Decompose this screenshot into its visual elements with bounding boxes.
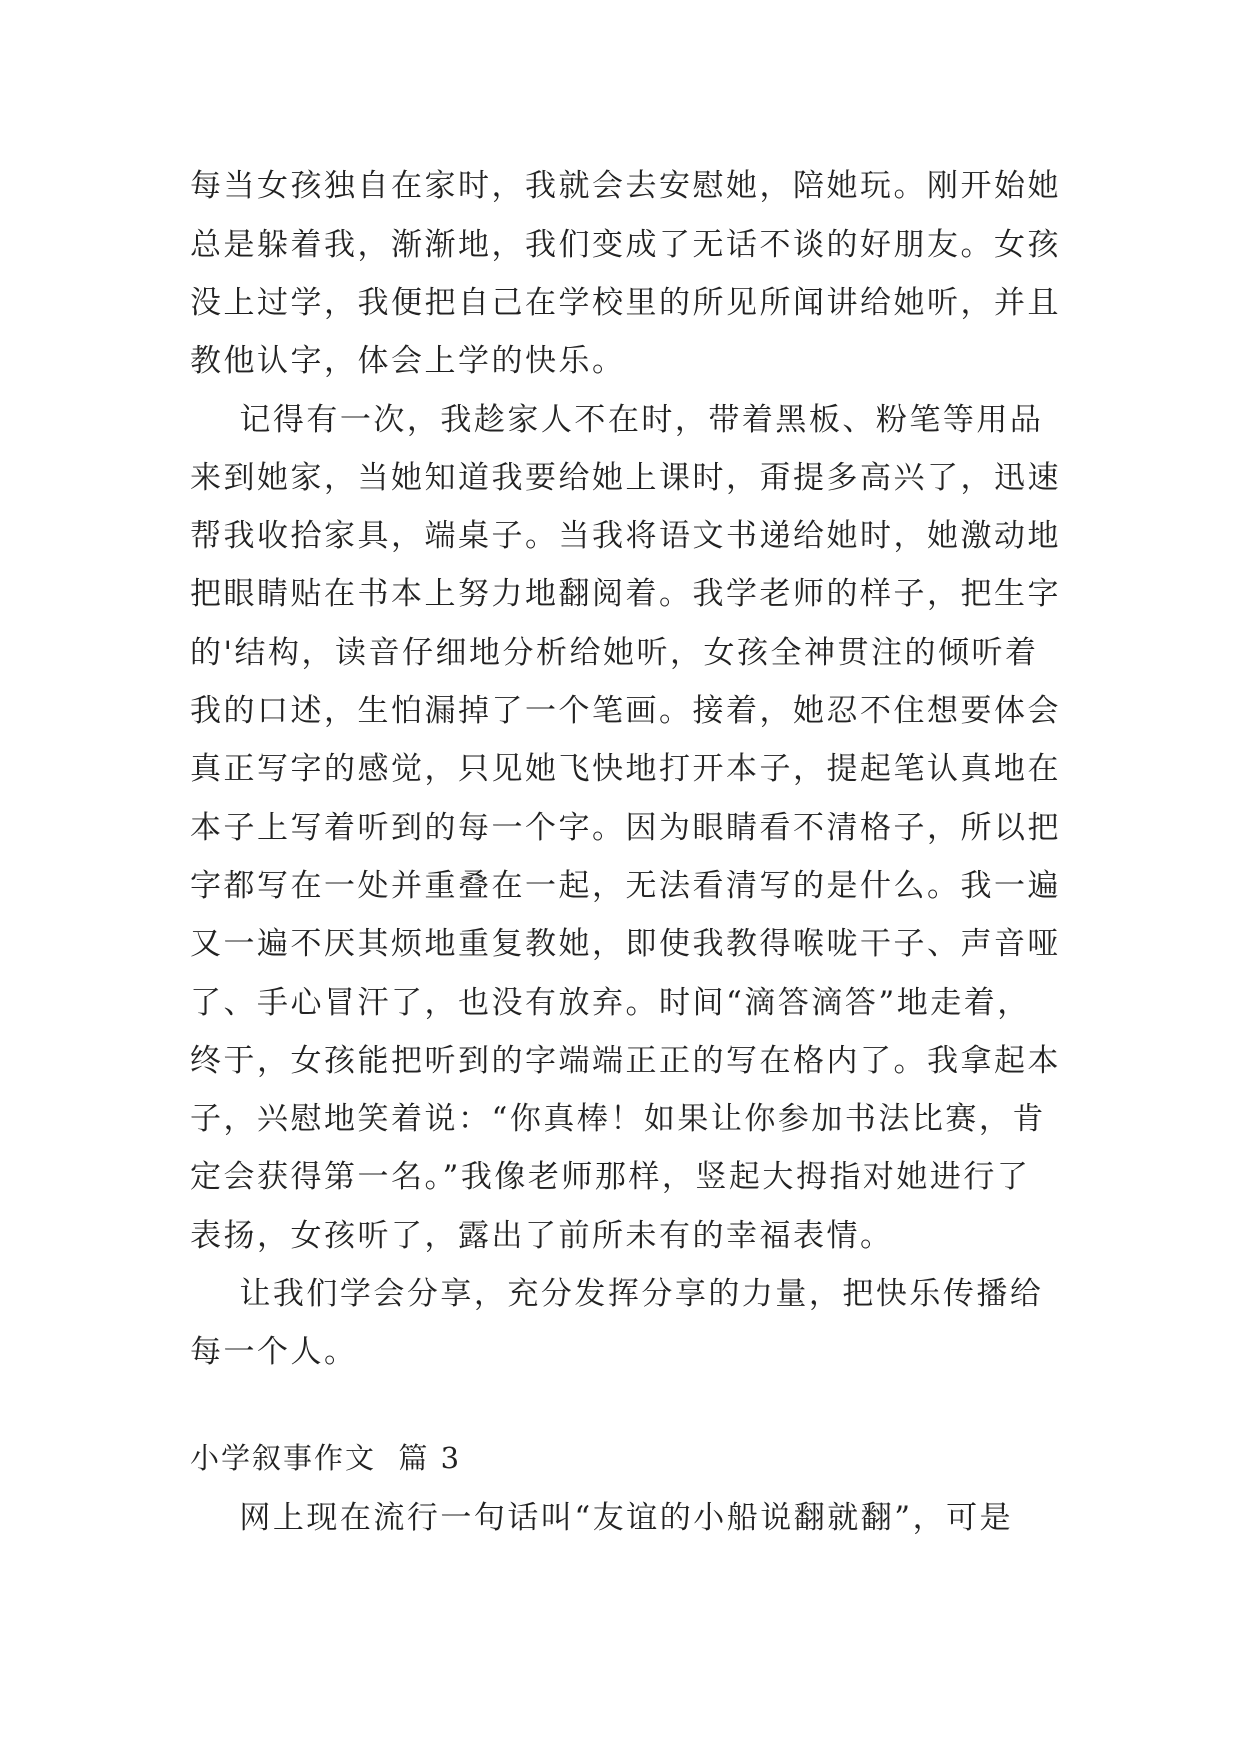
paragraph-2-line-10: 又一遍不厌其烦地重复教她，即使我教得喉咙干子、声音哑 [190,926,1061,962]
paragraph-2-line-4: 把眼睛贴在书本上努力地翻阅着。我学老师的样子，把生字 [190,576,1061,612]
paragraph-3-line-2: 每一个人。 [190,1334,358,1370]
paragraph-1-line-3: 没上过学，我便把自己在学校里的所见所闻讲给她听，并且 [190,285,1061,321]
paragraph-2-line-6: 我的口述，生怕漏掉了一个笔画。接着，她忍不住想要体会 [190,693,1061,729]
paragraph-3-line-1: 让我们学会分享，充分发挥分享的力量，把快乐传播给 [190,1276,1044,1312]
paragraph-1-line-1: 每当女孩独自在家时，我就会去安慰她，陪她玩。刚开始她 [190,168,1061,204]
paragraph-2-line-14: 定会获得第一名。”我像老师那样，竖起大拇指对她进行了 [190,1159,1031,1195]
paragraph-2-line-7: 真正写字的感觉，只见她飞快地打开本子，提起笔认真地在 [190,751,1061,787]
paragraph-2-line-1: 记得有一次，我趁家人不在时，带着黑板、粉笔等用品 [190,402,1044,438]
paragraph-2-line-9: 字都写在一处并重叠在一起，无法看清写的是什么。我一遍 [190,868,1061,904]
section-heading: 小学叙事作文 篇 3 [190,1441,462,1475]
paragraph-2-line-5: 的'结构，读音仔细地分析给她听，女孩全神贯注的倾听着 [190,635,1039,671]
paragraph-2-line-8: 本子上写着听到的每一个字。因为眼睛看不清格子，所以把 [190,810,1061,846]
paragraph-2-line-13: 子，兴慰地笑着说：“你真棒！如果让你参加书法比赛，肯 [190,1101,1046,1137]
paragraph-1-line-2: 总是躲着我，渐渐地，我们变成了无话不谈的好朋友。女孩 [190,227,1061,263]
paragraph-2-line-12: 终于，女孩能把听到的字端端正正的写在格内了。我拿起本 [190,1043,1061,1079]
final-paragraph-line-1: 网上现在流行一句话叫“友谊的小船说翻就翻”，可是 [190,1500,1014,1536]
paragraph-2-line-2: 来到她家，当她知道我要给她上课时，甭提多高兴了，迅速 [190,460,1061,496]
paragraph-2-line-3: 帮我收拾家具，端桌子。当我将语文书递给她时，她激动地 [190,518,1061,554]
paragraph-2-line-15: 表扬，女孩听了，露出了前所未有的幸福表情。 [190,1218,894,1254]
paragraph-1-line-4: 教他认字，体会上学的快乐。 [190,343,626,379]
paragraph-2-line-11: 了、手心冒汗了，也没有放弃。时间“滴答滴答”地走着， [190,985,1031,1021]
